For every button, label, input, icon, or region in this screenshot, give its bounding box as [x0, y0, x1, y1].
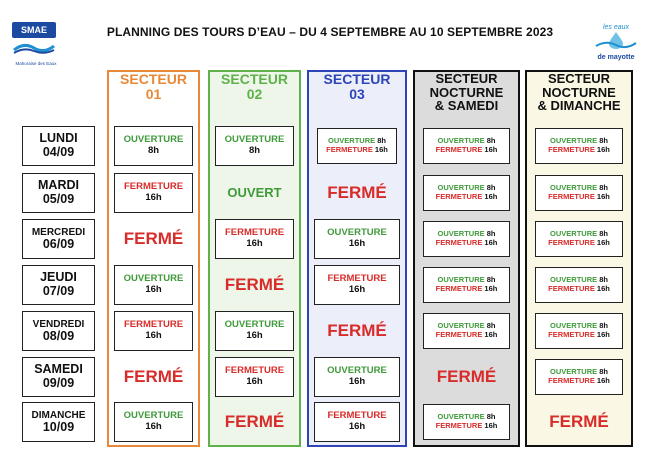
opening-time: 8h: [486, 136, 496, 146]
day-date: 04/09: [42, 145, 75, 159]
status-label: FERMETURE: [224, 365, 285, 377]
opening-label: OUVERTURE: [437, 229, 487, 239]
day-name: DIMANCHE: [31, 409, 86, 421]
opening-label: OUVERTURE: [437, 321, 487, 331]
day-label-samedi: [22, 357, 95, 397]
closing-line: [548, 285, 610, 294]
status-label: FERMETURE: [224, 227, 285, 239]
schedule-cell: [423, 313, 510, 349]
schedule-cell: [114, 402, 193, 442]
closing-time: 16h: [484, 145, 498, 154]
closing-time: 16h: [484, 421, 498, 430]
schedule-cell: [423, 175, 510, 211]
day-label-lundi: [22, 126, 95, 166]
closing-line: [436, 285, 498, 294]
sector-header-2: [208, 72, 301, 101]
wave-icon: [12, 41, 56, 55]
status-time: 16h: [246, 330, 263, 341]
day-date: 05/09: [42, 192, 75, 206]
opening-time: 8h: [486, 183, 496, 193]
schedule-cell: [423, 267, 510, 303]
opening-time: 8h: [599, 367, 608, 377]
day-name: JEUDI: [40, 270, 77, 285]
closing-label: FERMETURE: [435, 421, 485, 430]
closing-line: [436, 422, 498, 431]
closing-label: FERMETURE: [435, 238, 485, 247]
schedule-cell: [314, 357, 400, 397]
closing-label: FERMETURE: [548, 376, 597, 385]
closing-label: FERMETURE: [548, 284, 597, 293]
schedule-cell: [114, 357, 193, 397]
status-text: FERMÉ: [327, 321, 387, 341]
day-date: 09/09: [42, 376, 75, 390]
eaux-logo-line1: les eaux: [602, 24, 630, 31]
status-text: OUVERT: [227, 184, 282, 200]
status-label: OUVERTURE: [123, 273, 184, 285]
sector-header-line: 03: [349, 85, 365, 102]
closing-time: 16h: [596, 192, 610, 201]
sector-header-3: [307, 72, 407, 101]
status-time: 16h: [246, 238, 263, 249]
schedule-cell: [114, 173, 193, 213]
status-time: 16h: [246, 376, 263, 387]
status-label: FERMETURE: [123, 319, 184, 331]
closing-line: [548, 377, 610, 386]
day-name: MERCREDI: [31, 226, 86, 238]
sector-header-line: SECTEUR: [120, 71, 187, 87]
status-text: FERMÉ: [224, 275, 285, 295]
status-time: 16h: [348, 421, 366, 432]
day-date: 10/09: [42, 419, 75, 434]
opening-time: 8h: [486, 412, 496, 422]
schedule-cell: [420, 357, 513, 397]
closing-time: 16h: [484, 284, 498, 293]
status-time: 16h: [145, 421, 162, 432]
schedule-cell: [314, 265, 400, 305]
sector-header-line: SECTEUR: [221, 71, 288, 87]
status-time: 8h: [248, 145, 261, 156]
schedule-cell: [215, 173, 294, 213]
closing-label: FERMETURE: [548, 330, 597, 339]
opening-label: OUVERTURE: [437, 183, 487, 193]
closing-time: 16h: [596, 330, 610, 339]
status-text: FERMÉ: [436, 367, 497, 387]
schedule-cell: [317, 128, 397, 164]
closing-line: [436, 331, 498, 340]
closing-line: [548, 239, 610, 248]
sector-header-line: & DIMANCHE: [537, 98, 621, 114]
opening-label: OUVERTURE: [328, 136, 378, 146]
day-label-vendredi: [22, 311, 95, 351]
closing-time: 16h: [374, 145, 388, 154]
schedule-cell: [535, 175, 623, 211]
closing-line: [548, 331, 610, 340]
sector-header-line: SECTEUR: [435, 71, 498, 86]
day-date: 07/09: [42, 284, 75, 298]
sector-header-line: NOCTURNE: [429, 84, 504, 100]
closing-line: [548, 146, 610, 155]
opening-time: 8h: [599, 321, 608, 331]
closing-time: 16h: [596, 376, 610, 385]
page-title: PLANNING DES TOURS D’EAU – DU 4 SEPTEMBRE AU 10 SEPTEMBRE 2023: [106, 25, 554, 39]
closing-label: FERMETURE: [435, 284, 485, 293]
schedule-cell: [535, 128, 623, 164]
status-text: FERMÉ: [224, 412, 285, 432]
schedule-cell: [114, 126, 193, 166]
smae-logo: [12, 22, 60, 68]
sector-header-line: SECTEUR: [323, 71, 391, 87]
opening-label: OUVERTURE: [550, 229, 600, 239]
schedule-cell: [114, 265, 193, 305]
day-name: MARDI: [38, 178, 79, 193]
sector-header-4: [413, 72, 520, 113]
opening-time: 8h: [599, 183, 608, 193]
status-label: FERMETURE: [123, 181, 184, 193]
day-name: SAMEDI: [34, 362, 83, 377]
opening-label: OUVERTURE: [437, 136, 487, 146]
schedule-cell: [535, 267, 623, 303]
closing-label: FERMETURE: [548, 192, 597, 201]
closing-time: 16h: [484, 192, 498, 201]
status-label: FERMETURE: [327, 410, 387, 422]
closing-time: 16h: [596, 284, 610, 293]
closing-time: 16h: [596, 238, 610, 247]
status-label: OUVERTURE: [123, 410, 184, 422]
closing-line: [436, 193, 498, 202]
schedule-cell: [535, 313, 623, 349]
schedule-cell: [215, 126, 294, 166]
closing-label: FERMETURE: [548, 145, 597, 154]
opening-time: 8h: [377, 136, 386, 146]
schedule-cell: [215, 402, 294, 442]
status-time: 16h: [145, 192, 162, 203]
sector-header-1: [107, 72, 200, 101]
status-text: FERMÉ: [327, 183, 387, 203]
status-label: FERMETURE: [327, 273, 387, 285]
eaux-mayotte-logo: [590, 24, 642, 64]
schedule-cell: [215, 265, 294, 305]
status-time: 8h: [147, 145, 160, 156]
day-date: 06/09: [42, 236, 75, 251]
schedule-cell: [423, 221, 510, 257]
opening-time: 8h: [486, 229, 496, 239]
schedule-cell: [114, 219, 193, 259]
opening-time: 8h: [486, 321, 496, 331]
day-date: 08/09: [42, 328, 75, 343]
status-label: OUVERTURE: [327, 365, 387, 377]
closing-line: [436, 146, 498, 155]
closing-label: FERMETURE: [435, 192, 485, 201]
day-label-jeudi: [22, 265, 95, 305]
opening-time: 8h: [599, 229, 608, 239]
status-label: OUVERTURE: [327, 227, 387, 239]
schedule-cell: [314, 402, 400, 442]
schedule-cell: [535, 221, 623, 257]
schedule-cell: [215, 357, 294, 397]
sector-header-line: NOCTURNE: [542, 84, 616, 100]
opening-time: 8h: [599, 136, 608, 146]
status-time: 16h: [348, 284, 366, 295]
status-time: 16h: [145, 330, 162, 341]
schedule-cell: [314, 219, 400, 259]
status-label: OUVERTURE: [224, 319, 285, 331]
opening-label: OUVERTURE: [437, 412, 487, 422]
status-text: FERMÉ: [549, 412, 609, 432]
status-time: 16h: [145, 284, 162, 295]
schedule-cell: [314, 173, 400, 213]
status-time: 16h: [348, 376, 366, 387]
smae-logo-name: SMAE: [12, 22, 56, 38]
schedule-cell: [423, 404, 510, 440]
sector-header-line: 01: [145, 85, 162, 102]
closing-line: [548, 193, 610, 202]
closing-label: FERMETURE: [548, 238, 597, 247]
closing-label: FERMETURE: [435, 330, 485, 339]
sector-header-5: [525, 72, 633, 113]
opening-label: OUVERTURE: [550, 136, 600, 146]
closing-line: [326, 146, 388, 155]
status-label: OUVERTURE: [123, 134, 184, 146]
opening-time: 8h: [486, 275, 496, 285]
schedule-cell: [423, 128, 510, 164]
schedule-cell: [215, 219, 294, 259]
status-label: OUVERTURE: [224, 134, 285, 146]
closing-label: FERMETURE: [326, 145, 375, 154]
closing-line: [436, 239, 498, 248]
opening-time: 8h: [599, 275, 608, 285]
closing-time: 16h: [484, 238, 498, 247]
day-name: LUNDI: [39, 131, 78, 146]
schedule-cell: [114, 311, 193, 351]
schedule-cell: [535, 359, 623, 395]
status-text: FERMÉ: [123, 367, 184, 387]
opening-label: OUVERTURE: [550, 183, 600, 193]
opening-label: OUVERTURE: [550, 275, 600, 285]
smae-logo-tagline: Mahoraise des Eaux: [15, 61, 57, 66]
schedule-cell: [215, 311, 294, 351]
eaux-logo-line2: de mayotte: [597, 54, 635, 61]
schedule-cell: [532, 402, 626, 442]
drop-wave-icon: [594, 31, 638, 49]
closing-time: 16h: [484, 330, 498, 339]
closing-time: 16h: [596, 145, 610, 154]
closing-label: FERMETURE: [435, 145, 485, 154]
schedule-cell: [314, 311, 400, 351]
sector-header-line: SECTEUR: [547, 71, 611, 86]
day-label-mardi: [22, 173, 95, 213]
day-name: VENDREDI: [32, 318, 85, 330]
opening-label: OUVERTURE: [550, 367, 600, 377]
status-text: FERMÉ: [123, 229, 184, 249]
day-label-mercredi: [22, 219, 95, 259]
opening-label: OUVERTURE: [550, 321, 600, 331]
opening-label: OUVERTURE: [437, 275, 487, 285]
status-time: 16h: [348, 238, 366, 249]
sector-header-line: & SAMEDI: [434, 98, 499, 114]
sector-header-line: 02: [246, 85, 263, 102]
day-label-dimanche: [22, 402, 95, 442]
